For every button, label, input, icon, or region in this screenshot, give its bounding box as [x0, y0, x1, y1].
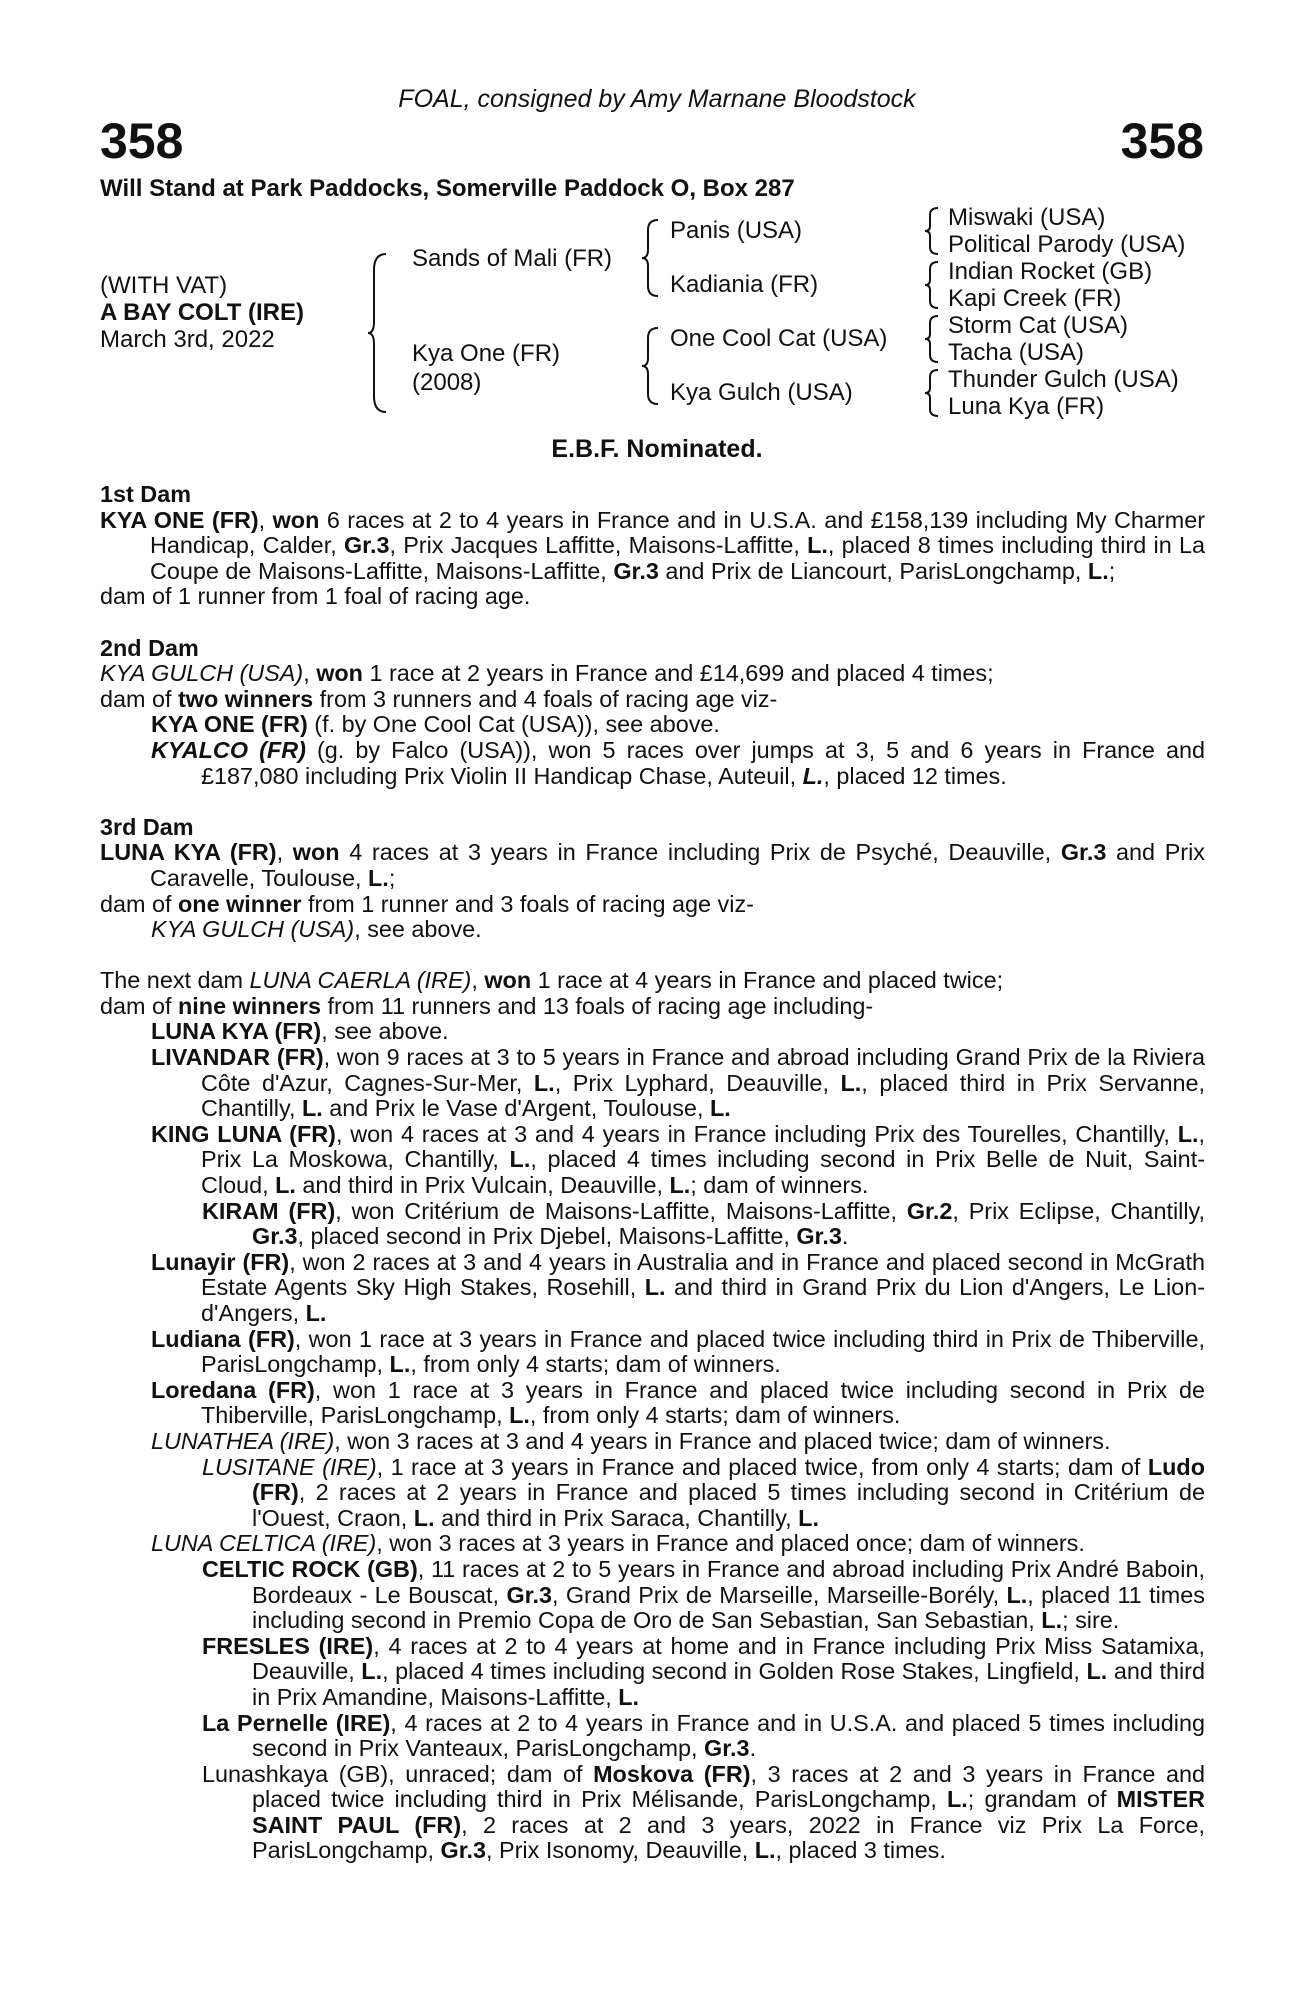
- ancestor-g6: Tacha (USA): [948, 339, 1085, 366]
- next-dam-produce: dam of nine winners from 11 runners and 13 foals of racing age including-: [100, 992, 874, 1019]
- brace-g1: [925, 206, 941, 256]
- first-dam-heading: 1st Dam: [100, 481, 192, 507]
- brace-sire: [642, 218, 662, 298]
- ebf-note: E.B.F. Nominated.: [551, 435, 763, 463]
- third-dam-heading: 3rd Dam: [100, 813, 194, 840]
- brace-g2: [925, 260, 941, 310]
- next-dam-record: The next dam LUNA CAERLA (IRE), won 1 race at 4 years in France and placed twice;: [100, 967, 1004, 994]
- third-dam-foal-1: KYA GULCH (USA), see above.: [151, 916, 482, 943]
- lot-number-left: 358: [100, 113, 184, 169]
- produce-kiram: KIRAM (FR), won Critérium de Maisons-Laffitte, Maisons-Laffitte, Gr.2, Prix Eclipse, Chantilly, Gr.3, placed second in Prix Djebel, Maisons-Laffitte, Gr.3.: [202, 1197, 1205, 1250]
- ancestor-g2: Political Parody (USA): [948, 231, 1186, 258]
- ancestor-g8: Luna Kya (FR): [948, 393, 1105, 420]
- produce-king-luna: KING LUNA (FR), won 4 races at 3 and 4 years in France including Prix des Tourelles, Chantilly, L., Prix La Moskowa, Chantilly, L., placed 4 times including second in Prix Belle de Nuit, Saint-Cloud, L. and third in Prix Vulcain, Deauville, L.; dam of winners.: [151, 1120, 1205, 1199]
- consignor-line: FOAL, consigned by Amy Marnane Bloodstock: [398, 85, 916, 113]
- brace-main: [368, 252, 392, 414]
- dam-year: (2008): [412, 369, 482, 396]
- brace-dam: [642, 326, 662, 406]
- sire-dam: Kadiania (FR): [670, 271, 819, 298]
- third-dam-record: LUNA KYA (FR), won 4 races at 3 years in France including Prix de Psyché, Deauville, Gr.3 and Prix Caravelle, Toulouse, L.;: [100, 839, 1205, 891]
- produce-livandar: LIVANDAR (FR), won 9 races at 3 to 5 years in France and abroad including Grand Prix de la Riviera Côte d'Azur, Cagnes-Sur-Mer, L., Prix Lyphard, Deauville, L., placed third in Prix Servanne, Chantilly, L. and Prix le Vase d'Argent, Toulouse, L.: [151, 1044, 1205, 1122]
- dam-dam: Kya Gulch (USA): [670, 379, 853, 406]
- second-dam-foal-2: KYALCO (FR) (g. by Falco (USA)), won 5 races over jumps at 3, 5 and 6 years in France and £187,080 including Prix Violin II Handicap Chase, Auteuil, L., placed 12 times.: [151, 736, 1205, 789]
- produce-fresles: FRESLES (IRE), 4 races at 2 to 4 years at home and in France including Prix Miss Satamixa, Deauville, L., placed 4 times including second in Golden Rose Stakes, Lingfield, L. and third in Prix Amandine, Maisons-Laffitte, L.: [202, 1632, 1205, 1710]
- horse-name: KYA GULCH (USA): [100, 660, 304, 687]
- ancestor-g1: Miswaki (USA): [948, 204, 1106, 231]
- lot-number-right: 358: [1120, 113, 1204, 169]
- brace-g4: [925, 368, 941, 418]
- produce-lunathea: LUNATHEA (IRE), won 3 races at 3 and 4 years in France and placed twice; dam of winners.: [151, 1427, 1111, 1454]
- ancestor-g3: Indian Rocket (GB): [948, 258, 1153, 285]
- produce-loredana: Loredana (FR), won 1 race at 3 years in France and placed twice including second in Prix de Thiberville, ParisLongchamp, L., from only 4 starts; dam of winners.: [151, 1376, 1205, 1429]
- stand-location: Will Stand at Park Paddocks, Somerville Paddock O, Box 287: [100, 175, 795, 202]
- dam-sire: One Cool Cat (USA): [670, 325, 888, 352]
- ancestor-g4: Kapi Creek (FR): [948, 285, 1122, 312]
- second-dam-heading: 2nd Dam: [100, 634, 199, 661]
- catalogue-body: [100, 482, 1205, 1864]
- ancestor-g7: Thunder Gulch (USA): [948, 366, 1179, 393]
- second-dam-produce: dam of two winners from 3 runners and 4 foals of racing age viz-: [100, 685, 778, 712]
- first-dam-record: KYA ONE (FR), won 6 races at 2 to 4 years in France and in U.S.A. and £158,139 including My Charmer Handicap, Calder, Gr.3, Prix Jacques Laffitte, Maisons-Laffitte, L., placed 8 times including third in La Coupe de Maisons-Laffitte, Maisons-Laffitte, Gr.3 and Prix de Liancourt, ParisLongchamp, L.;: [100, 506, 1205, 584]
- dam: Kya One (FR): [412, 340, 561, 367]
- produce-la-pernelle: La Pernelle (IRE), 4 races at 2 to 4 years in France and in U.S.A. and placed 5 times including second in Prix Vanteaux, ParisLongchamp, Gr.3.: [202, 1709, 1205, 1762]
- third-dam-produce: dam of one winner from 1 runner and 3 foals of racing age viz-: [100, 890, 754, 917]
- brace-g3: [925, 314, 941, 364]
- vat-note: (WITH VAT): [100, 272, 228, 299]
- horse-name: KYA ONE (FR): [100, 506, 259, 533]
- second-dam-record: KYA GULCH (USA), won 1 race at 2 years in France and £14,699 and placed 4 times;: [100, 660, 994, 687]
- first-dam-produce: dam of 1 runner from 1 foal of racing age.: [100, 583, 531, 610]
- sire-sire: Panis (USA): [670, 217, 803, 244]
- horse-name: A BAY COLT (IRE): [100, 299, 305, 326]
- produce-ludiana: Ludiana (FR), won 1 race at 3 years in France and placed twice including third in Prix de Thiberville, ParisLongchamp, L., from only 4 starts; dam of winners.: [151, 1325, 1205, 1378]
- produce-luna-celtica: LUNA CELTICA (IRE), won 3 races at 3 years in France and placed once; dam of winners.: [151, 1530, 1085, 1557]
- second-dam-foal-1: KYA ONE (FR) (f. by One Cool Cat (USA)), see above.: [151, 711, 720, 738]
- produce-lusitane: LUSITANE (IRE), 1 race at 3 years in France and placed twice, from only 4 starts; dam of Ludo (FR), 2 races at 2 years in France and placed 5 times including second in Critérium de l'Ouest, Craon, L. and third in Prix Saraca, Chantilly, L.: [202, 1453, 1206, 1531]
- produce-lunayir: Lunayir (FR), won 2 races at 3 and 4 years in Australia and in France and placed second in McGrath Estate Agents Sky High Stakes, Rosehill, L. and third in Grand Prix du Lion d'Angers, Le Lion-d'Angers, L.: [151, 1248, 1205, 1326]
- ancestor-g5: Storm Cat (USA): [948, 312, 1129, 339]
- produce-luna-kya: LUNA KYA (FR), see above.: [151, 1018, 449, 1045]
- sire: Sands of Mali (FR): [412, 245, 613, 272]
- foaling-date: March 3rd, 2022: [100, 326, 275, 353]
- produce-celtic-rock: CELTIC ROCK (GB), 11 races at 2 to 5 years in France and abroad including Prix André Baboin, Bordeaux - Le Bouscat, Gr.3, Grand Prix de Marseille, Marseille-Borély, L., placed 11 times including second in Premio Copa de Oro de San Sebastian, San Sebastian, L.; sire.: [202, 1555, 1205, 1634]
- produce-lunashkaya: Lunashkaya (GB), unraced; dam of Moskova (FR), 3 races at 2 and 3 years in France and placed twice including third in Prix Mélisande, ParisLongchamp, L.; grandam of MISTER SAINT PAUL (FR), 2 races at 2 and 3 years, 2022 in France viz Prix La Force, ParisLongchamp, Gr.3, Prix Isonomy, Deauville, L., placed 3 times.: [202, 1760, 1205, 1864]
